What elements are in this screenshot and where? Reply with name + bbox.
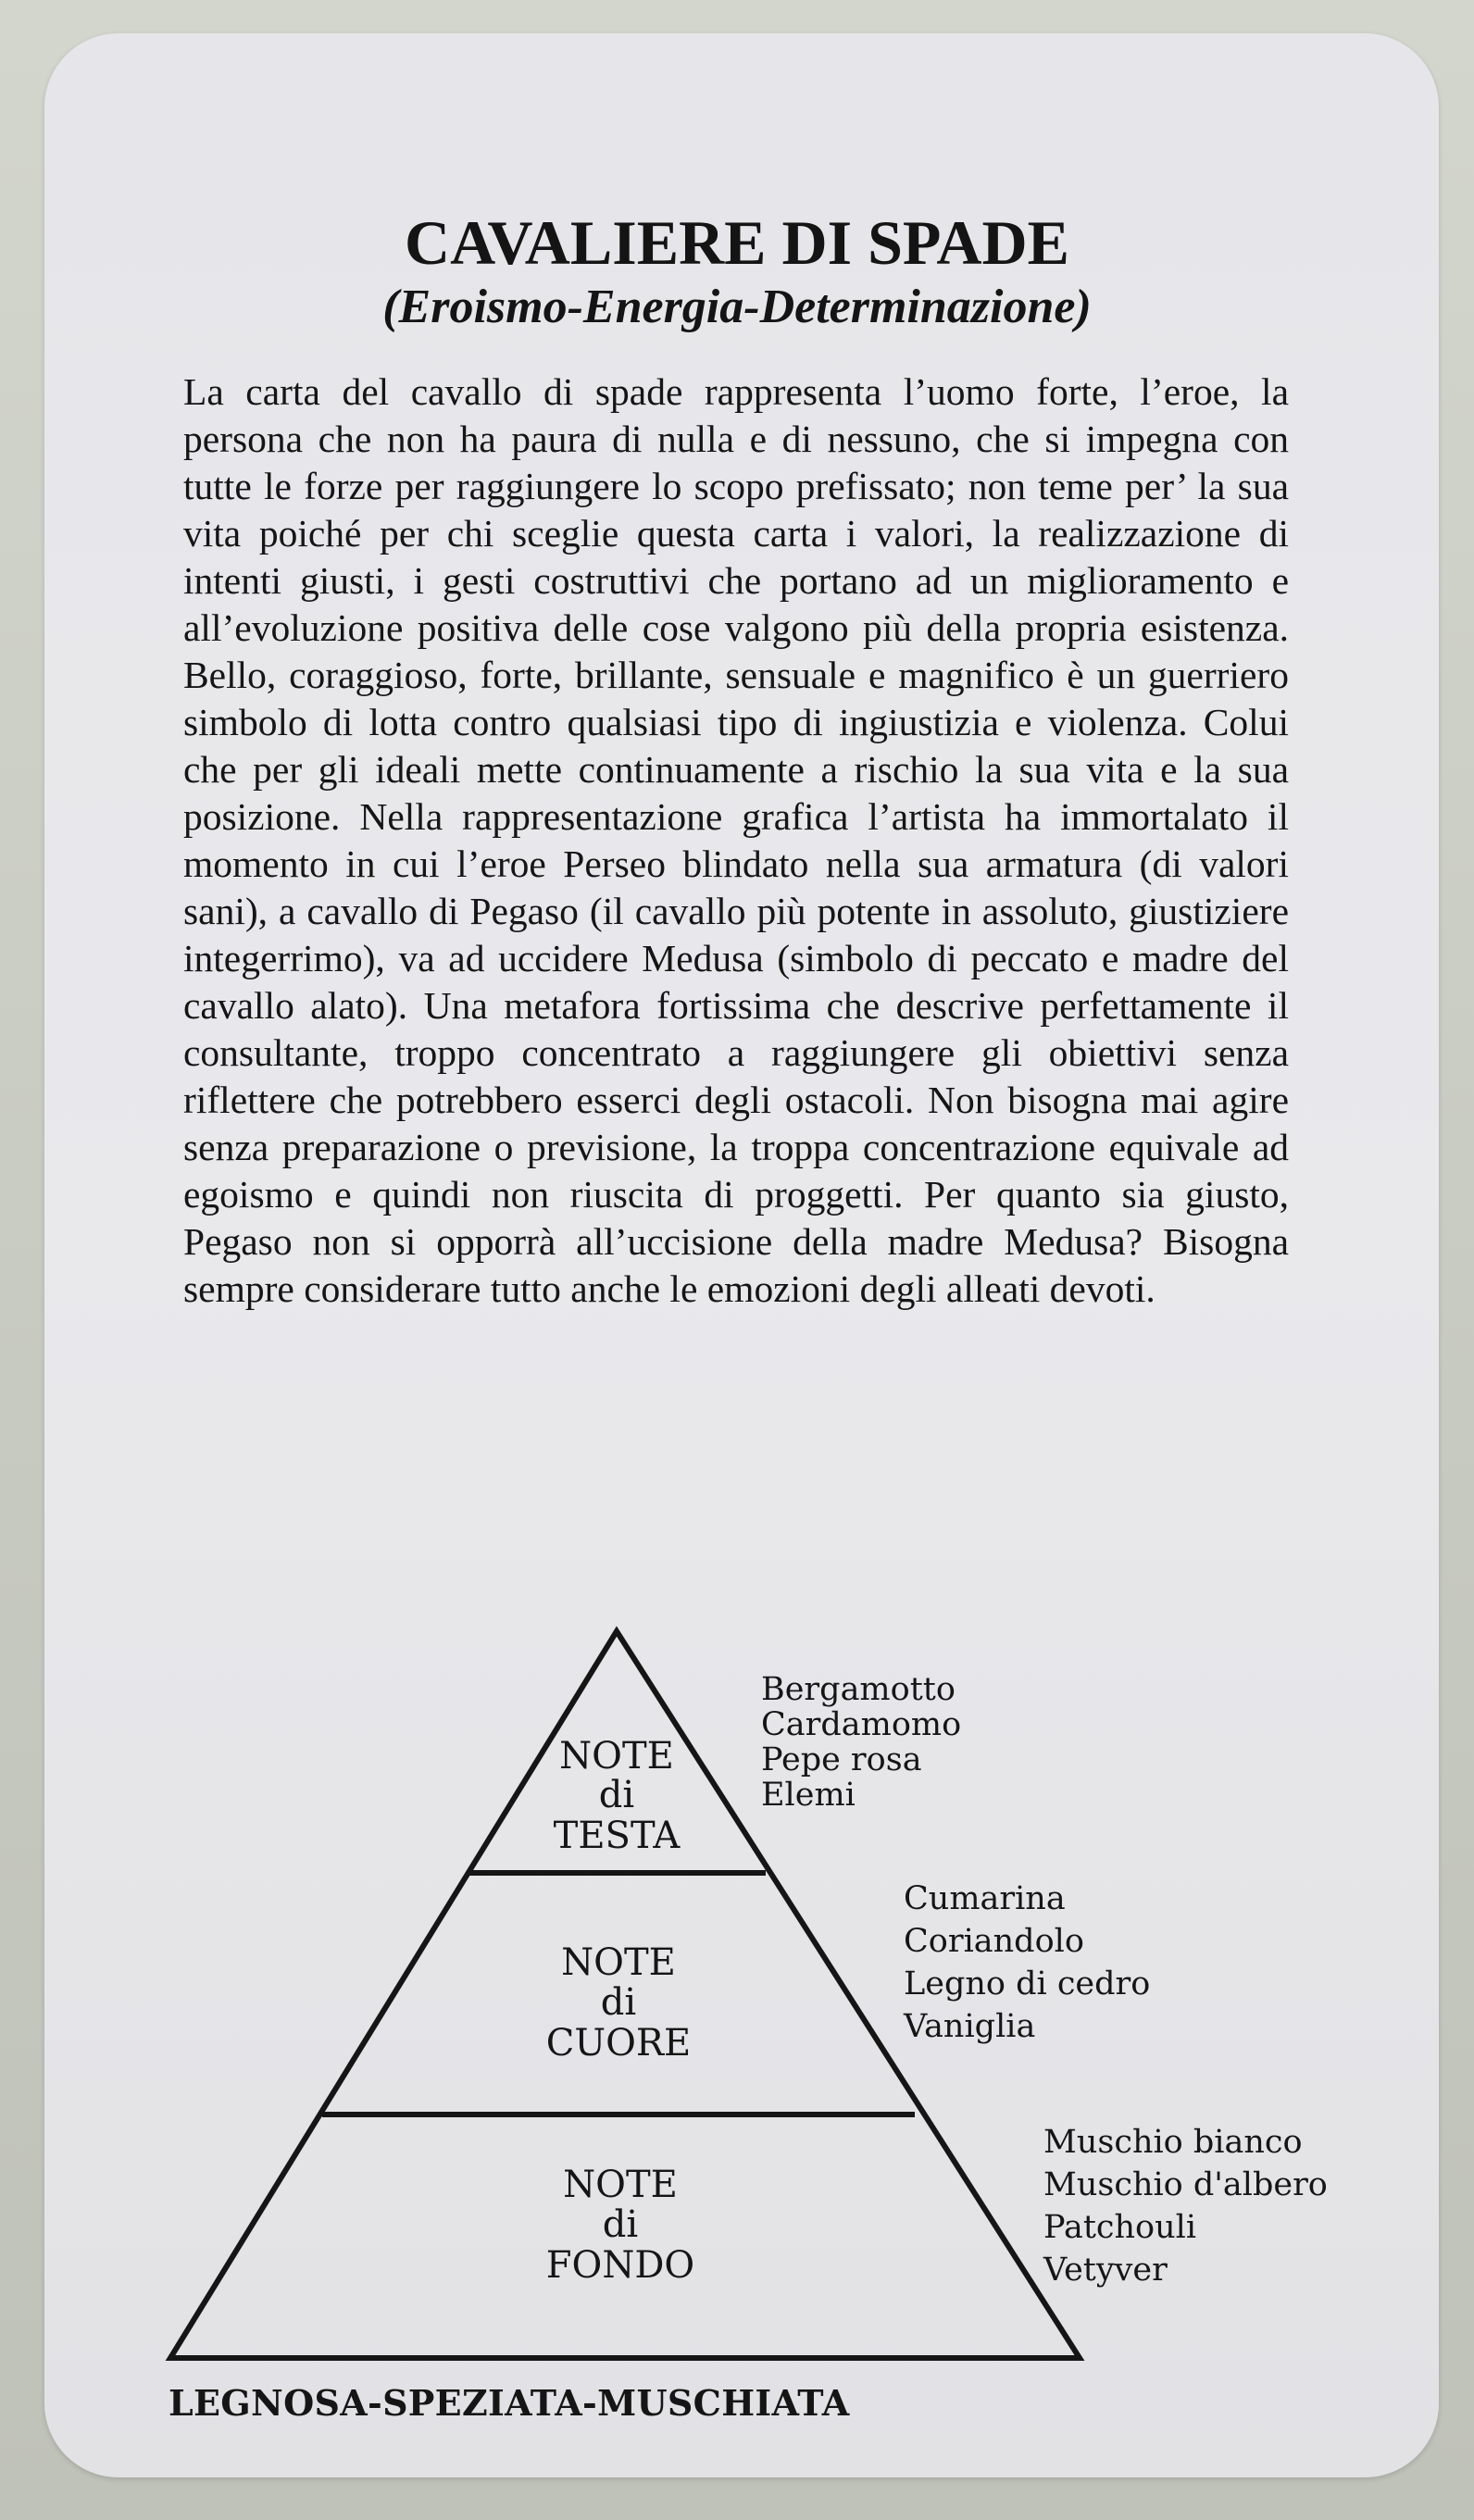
top-notes-list [761,1671,961,1814]
tier-middle-label-line3: CUORE [545,2022,692,2065]
note-item: Muschio bianco [1043,2124,1303,2161]
tier-top-label-line1: NOTE [559,1735,674,1778]
tier-middle-label-line1: NOTE [561,1941,676,1984]
tier-middle-label-line2: di [600,1981,637,2024]
tier-base-label-line2: di [602,2203,639,2246]
note-item: Cardamomo [761,1706,962,1743]
note-item: Cumarina [904,1880,1066,1917]
card-description: La carta del cavallo di spade rappresenta l’uomo forte, l’eroe, la persona che non ha paura di nulla e di nessuno, che si impegna con tutte le forze per raggiungere lo scopo prefissato; non teme per’ la sua vita poiché per chi sceglie questa carta i valori, la realizzazione di intenti giusti, i gesti costruttivi che portano ad un miglioramento e all’evoluzione positiva delle cose valgono più della propria esistenza. Bello, coraggioso, forte, brillante, sensuale e magnifico è un guerriero simbolo di lotta contro qualsiasi tipo di ingiustizia e violenza. Colui che per gli ideali mette continuamente a rischio la sua vita e la sua posizione. Nella rappresentazione grafica l’artista ha immortalato il momento in cui l’eroe Perseo blindato nella sua armatura (di valori sani), a cavallo di Pegaso (il cavallo più potente in assoluto, giustiziere integerrimo), va ad uccidere Medusa (simbolo di peccato e madre del cavallo alato). Una metafora fortissima che descrive perfettamente il consultante, troppo concentrato a raggiungere gli obiettivi senza riflettere che potrebbero esserci degli ostacoli. Non bisogna mai agire senza preparazione o previsione, la troppa concentrazione equivale ad egoismo e quindi non riuscita di proggetti. Per quanto sia giusto, Pegaso non si opporrà all’uccisione della madre Medusa? Bisogna sempre considerare tutto anche le emozioni degli alleati devoti. [183,370,1289,1310]
note-item: Elemi [761,1777,856,1814]
note-item: Vaniglia [904,2008,1036,2045]
tier-top-label [554,1735,681,1857]
note-item: Muschio d'albero [1043,2166,1328,2203]
tier-top-label-line3: TESTA [553,1815,681,1857]
base-notes-list [1043,2124,1328,2289]
card-title: CAVALIERE DI SPADE [405,207,1069,278]
note-item: Vetyver [1043,2252,1168,2289]
middle-notes-list [903,1880,1150,2045]
note-item: Legno di cedro [904,1965,1151,2002]
note-item: Pepe rosa [761,1741,922,1778]
tier-base-label-line1: NOTE [563,2164,678,2206]
note-item: Bergamotto [761,1671,956,1708]
tier-base-label-line3: FONDO [545,2244,695,2287]
olfactive-family: LEGNOSA-SPEZIATA-MUSCHIATA [169,2382,850,2424]
tier-top-label-line2: di [598,1774,635,1816]
card-subtitle: (Eroismo-Energia-Determinazione) [382,281,1092,333]
tier-base-label [546,2164,694,2287]
note-item: Patchouli [1043,2209,1197,2246]
tier-middle-label [546,1941,691,2065]
note-item: Coriandolo [904,1923,1084,1960]
